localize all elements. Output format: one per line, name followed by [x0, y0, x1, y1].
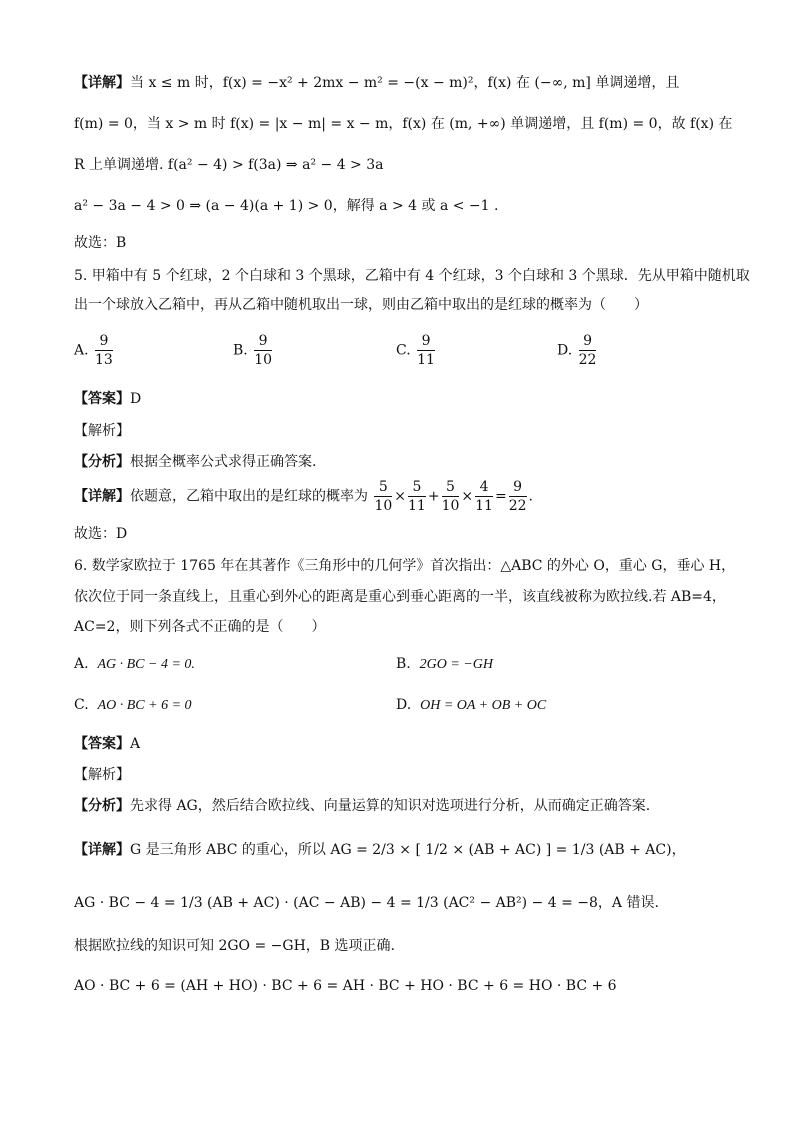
q5-option-c: C. $\frac{9}{11}$ — [396, 333, 435, 368]
q5-choice: 故选：D — [74, 526, 128, 542]
q6-option-b: B. 2GO = −GH — [396, 656, 493, 672]
q5-option-b: B. $\frac{9}{10}$ — [233, 333, 273, 368]
q5-option-a-fraction: $\frac{9}{13}$ — [95, 333, 113, 368]
q5-option-d-fraction: $\frac{9}{22}$ — [578, 333, 597, 368]
q6-analysis: 【分析】先求得 AG，然后结合欧拉线、向量运算的知识对选项进行分析，从而确定正确答案. — [74, 798, 651, 814]
q5-option-b-fraction: $\frac{9}{10}$ — [254, 333, 273, 368]
q6-stem-line-3: AC=2，则下列各式不正确的是（ ） — [74, 619, 326, 635]
q5-option-a: A. $\frac{9}{13}$ — [74, 333, 113, 368]
q5-detail-frac-1: $\frac{5}{10}$ — [374, 479, 393, 514]
q5-answer: 【答案】D — [74, 391, 142, 407]
q5-analysis-label: 【解析】 — [74, 423, 130, 439]
q4-detail-line-3: R 上单调递增. f(a² − 4) > f(3a) ⇒ a² − 4 > 3a — [74, 157, 384, 173]
q4-detail-line-4: a² − 3a − 4 > 0 ⇒ (a − 4)(a + 1) > 0，解得 a > 4 或 a < −1 . — [74, 198, 499, 214]
q5-option-c-fraction: $\frac{9}{11}$ — [417, 333, 435, 368]
q5-detail-frac-4: $\frac{4}{11}$ — [475, 479, 493, 514]
q6-detail-line-3: 根据欧拉线的知识可知 2GO = −GH，B 选项正确. — [74, 938, 395, 954]
q6-stem-line-1: 6. 数学家欧拉于 1765 年在其著作《三角形中的几何学》首次指出：△ABC 的外心 O，重心 G，垂心 H， — [74, 558, 736, 574]
q6-option-d: D. OH = OA + OB + OC — [396, 697, 547, 713]
q4-detail-line-1 — [74, 73, 679, 93]
q6-analysis-label: 【解析】 — [74, 767, 130, 783]
q6-option-c: C. AO · BC + 6 = 0 — [74, 697, 192, 713]
q5-detail-frac-2: $\frac{5}{11}$ — [408, 479, 426, 514]
q5-option-d: D. $\frac{9}{22}$ — [557, 333, 597, 368]
q4-detail-line-2: f(m) = 0，当 x > m 时 f(x) = |x − m| = x − m，f(x) 在 (m, +∞) 单调递增，且 f(m) = 0，故 f(x) 在 — [74, 116, 733, 132]
q6-detail-line-1: 【详解】G 是三角形 ABC 的重心，所以 AG = 2/3 × [ 1/2 × (AB + AC) ] = 1/3 (AB + AC)， — [74, 842, 686, 858]
q5-detail-frac-5: $\frac{9}{22}$ — [508, 479, 527, 514]
q4-choice: 故选：B — [74, 235, 127, 251]
q4-line1-text: 当 x ≤ m 时，f(x) = −x² + 2mx − m² = −(x − m)²，f(x) 在 (−∞, m] 单调递增，且 — [130, 75, 680, 91]
q6-detail-line-4: AO · BC + 6 = (AH + HO) · BC + 6 = AH · BC + HO · BC + 6 = HO · BC + 6 — [74, 978, 617, 994]
q6-answer: 【答案】A — [74, 736, 141, 752]
q5-analysis: 【分析】根据全概率公式求得正确答案. — [74, 454, 317, 470]
q6-detail-line-2: AG · BC − 4 = 1/3 (AB + AC) · (AC − AB) − 4 = 1/3 (AC² − AB²) − 4 = −8，A 错误. — [74, 895, 659, 911]
q5-detail-frac-3: $\frac{5}{10}$ — [441, 479, 460, 514]
q6-option-a: A. AG · BC − 4 = 0. — [74, 656, 195, 672]
q5-stem-line-1: 5. 甲箱中有 5 个红球，2 个白球和 3 个黑球，乙箱中有 4 个红球，3 个白球和 3 个黑球．先从甲箱中随机取 — [74, 268, 750, 284]
q4-detail-label: 【详解】 — [74, 75, 130, 91]
q5-detail: 【详解】依题意，乙箱中取出的是红球的概率为 $\frac{5}{10}$ × $\frac{5}{11}$ + $\frac{5}{10}$ × $\frac{4}{11}$ = $\frac{9}{22}$ . — [74, 479, 533, 514]
q5-stem-line-2: 出一个球放入乙箱中，再从乙箱中随机取出一球，则由乙箱中取出的是红球的概率为（ ） — [74, 297, 648, 313]
q6-stem-line-2: 依次位于同一条直线上，且重心到外心的距离是重心到垂心距离的一半，该直线被称为欧拉线.若 AB=4， — [74, 589, 726, 605]
